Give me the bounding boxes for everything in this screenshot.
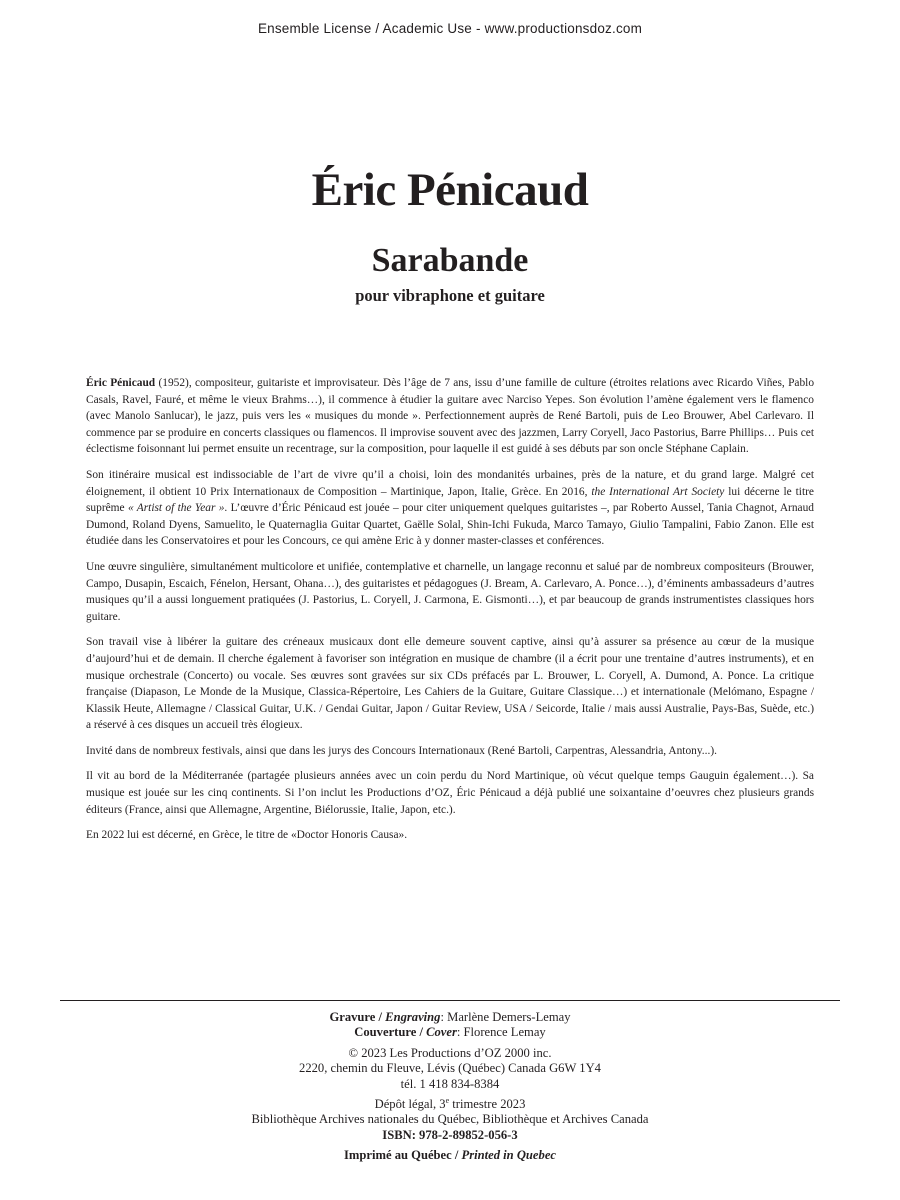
bio-society-name: the International Art Society (591, 485, 725, 498)
isbn: ISBN: 978-2-89852-056-3 (382, 1127, 518, 1142)
printed-label-fr: Imprimé au Québec / (344, 1148, 462, 1163)
composer-name: Éric Pénicaud (311, 164, 589, 216)
legal-deposit-superscript: e (445, 1095, 450, 1105)
engraving-credit (0, 1010, 900, 1025)
bio-paragraph-4: Son travail vise à libérer la guitare des créneaux musicaux dont elle demeure souvent captive, ainsi qu’à assurer sa présence au cœur de la musique d’aujourd’hui et de demain. Il cherche également à favoriser son intégration en musique de chambre (il a écrit pour une trentaine d’autres instruments), et en musique orchestrale (Concerto) ou vocale. Ses œuvres sont gravées sur six CDs préfacés par L. Brouwer, L. Coryell, A. Dumond, A. Ponce. La critique française (Diapason, Le Monde de la Musique, Classica-Répertoire, Les Cahiers de la Guitare, Guitare Classique…) et internationale (Melómano, Espagne / Klassik Heute, Allemagne / Classical Guitar, U.K. / Gendai Guitar, Japon / Guitar Review, USA / Seicorde, Italie / mais aussi Australie, Pays-Bas, Suède, etc.) a réservé à ces disques un accueil très élogieux. (86, 636, 814, 732)
bio-paragraph-2 (86, 467, 814, 550)
address-line: 2220, chemin du Fleuve, Lévis (Québec) Canada G6W 1Y4 (299, 1061, 601, 1076)
phone-line: tél. 1 418 834-8384 (400, 1076, 500, 1091)
legal-deposit-text-b: trimestre 2023 (449, 1097, 526, 1112)
bio-paragraph-5: Invité dans de nombreux festivals, ainsi que dans les jurys des Concours Internationaux (René Bartoli, Carpentras, Alessandria, Antony...). (86, 744, 717, 757)
bio-paragraph-1-text: (1952), compositeur, guitariste et improvisateur. Dès l’âge de 7 ans, issu d’une famille de culture (étroites relations avec Ricardo Viñes, Pablo Casals, Ravel, Fauré, et même le vieux Brahms…), il commence à étudier la guitare avec Narciso Yepes. Son évolution l’amène également vers le flamenco (avec Manolo Sanlucar), le jazz, puis vers les « musiques du monde ». Perfectionnement auprès de René Bartoli, puis de Leo Brouwer, Abel Carlevaro. Il commence par se produire en concerts classiques ou flamencos. Il improvise souvent avec des jazzmen, Larry Coryell, Jaco Pastorius, Barre Phillips… Puis cet éclectisme foisonnant lui permet ensuite un recentrage, sur la composition, pour laquelle il est guidé à ses débuts par son oncle Stéphane Caplain. (86, 377, 815, 456)
bio-composer-name: Éric Pénicaud (86, 377, 156, 389)
bio-paragraph-7: En 2022 lui est décerné, en Grèce, le titre de «Doctor Honoris Causa». (86, 829, 408, 842)
cover-value: : Florence Lemay (456, 1025, 546, 1040)
isbn-line (0, 1128, 900, 1143)
bio-paragraph-2-text-a: Son itinéraire musical est indissociable de l’art de vivre qu’il a choisi, loin des mondanités urbaines, près de la nature, et du grand large. Malgré cet éloignement, il obtient 10 Prix Internationaux de Composition – Martinique, Japon, Italie, Grèce. En 2016, (86, 468, 814, 498)
bio-paragraph-1 (86, 375, 814, 458)
credits-block (0, 1010, 900, 1164)
engraving-label-fr: Gravure / (329, 1010, 386, 1024)
bio-award-name: « Artist of the Year » (127, 502, 225, 515)
cover-label-en: Cover (426, 1025, 457, 1040)
bio-paragraph-2-text-c: . L’œuvre d’Éric Pénicaud est jouée – pour citer uniquement quelques guitaristes –, par Roberto Aussel, Tania Chagnot, Arnaud Dumond, Roland Dyens, Samuelito, le Quaternaglia Guitar Quartet, Gaëlle Solal, Shin-Ichi Fukuda, Marco Tamayo, Giulio Tampalini, Fabio Zanon. Elle est étudiée dans les Conservatoires et pour les Concours, ce qui amène Eric à y donner master-classes et conférences. (86, 502, 814, 548)
biography (86, 375, 814, 853)
engraving-value: : Marlène Demers-Lemay (440, 1010, 571, 1024)
printed-label-en: Printed in Quebec (461, 1148, 556, 1163)
divider-rule (60, 1000, 840, 1001)
cover-credit (0, 1025, 900, 1040)
copyright-line: © 2023 Les Productions d’OZ 2000 inc. (348, 1045, 552, 1060)
cover-label-fr: Couverture / (354, 1025, 427, 1040)
piece-subtitle: pour vibraphone et guitare (355, 286, 545, 305)
libraries-line: Bibliothèque Archives nationales du Québec, Bibliothèque et Archives Canada (251, 1112, 649, 1127)
bio-paragraph-3: Une œuvre singulière, simultanément multicolore et unifiée, contemplative et charnelle, un langage reconnu et salué par de nombreux compositeurs (Brouwer, Campo, Dusapin, Escaich, Fénelon, Hersant, Ohana…), des guitaristes et pédagogues (J. Bream, A. Carlevaro, A. Ponce…), d’éminents ambassadeurs d’autres musiques qu’il a aussi longuement pratiquées (J. Pastorius, L. Coryell, J. Carmona, E. Gismonti…), et par beaucoup de grands instrumentistes classiques hors guitare. (86, 560, 814, 623)
legal-deposit-text-a: Dépôt légal, 3 (374, 1097, 446, 1112)
bio-paragraph-2-text-b: lui décerne le titre suprême (86, 485, 814, 515)
license-header: Ensemble License / Academic Use - www.productionsdoz.com (257, 21, 643, 36)
piece-title: Sarabande (371, 242, 529, 279)
engraving-label-en: Engraving (385, 1010, 441, 1024)
bio-paragraph-6: Il vit au bord de la Méditerranée (partagée plusieurs années avec un coin perdu du Nord Martinique, où vécut quelque temps Gauguin également…). Sa musique est jouée sur les cinq continents. Si l’on inclut les Productions d’OZ, Éric Pénicaud a déjà publié une soixantaine d’oeuvres chez plusieurs grands éditeurs (France, ainsi que Allemagne, Argentine, Biélorussie, Italie, Japon, etc.). (86, 770, 814, 816)
printed-line (0, 1148, 900, 1163)
legal-deposit-line (0, 1097, 900, 1112)
